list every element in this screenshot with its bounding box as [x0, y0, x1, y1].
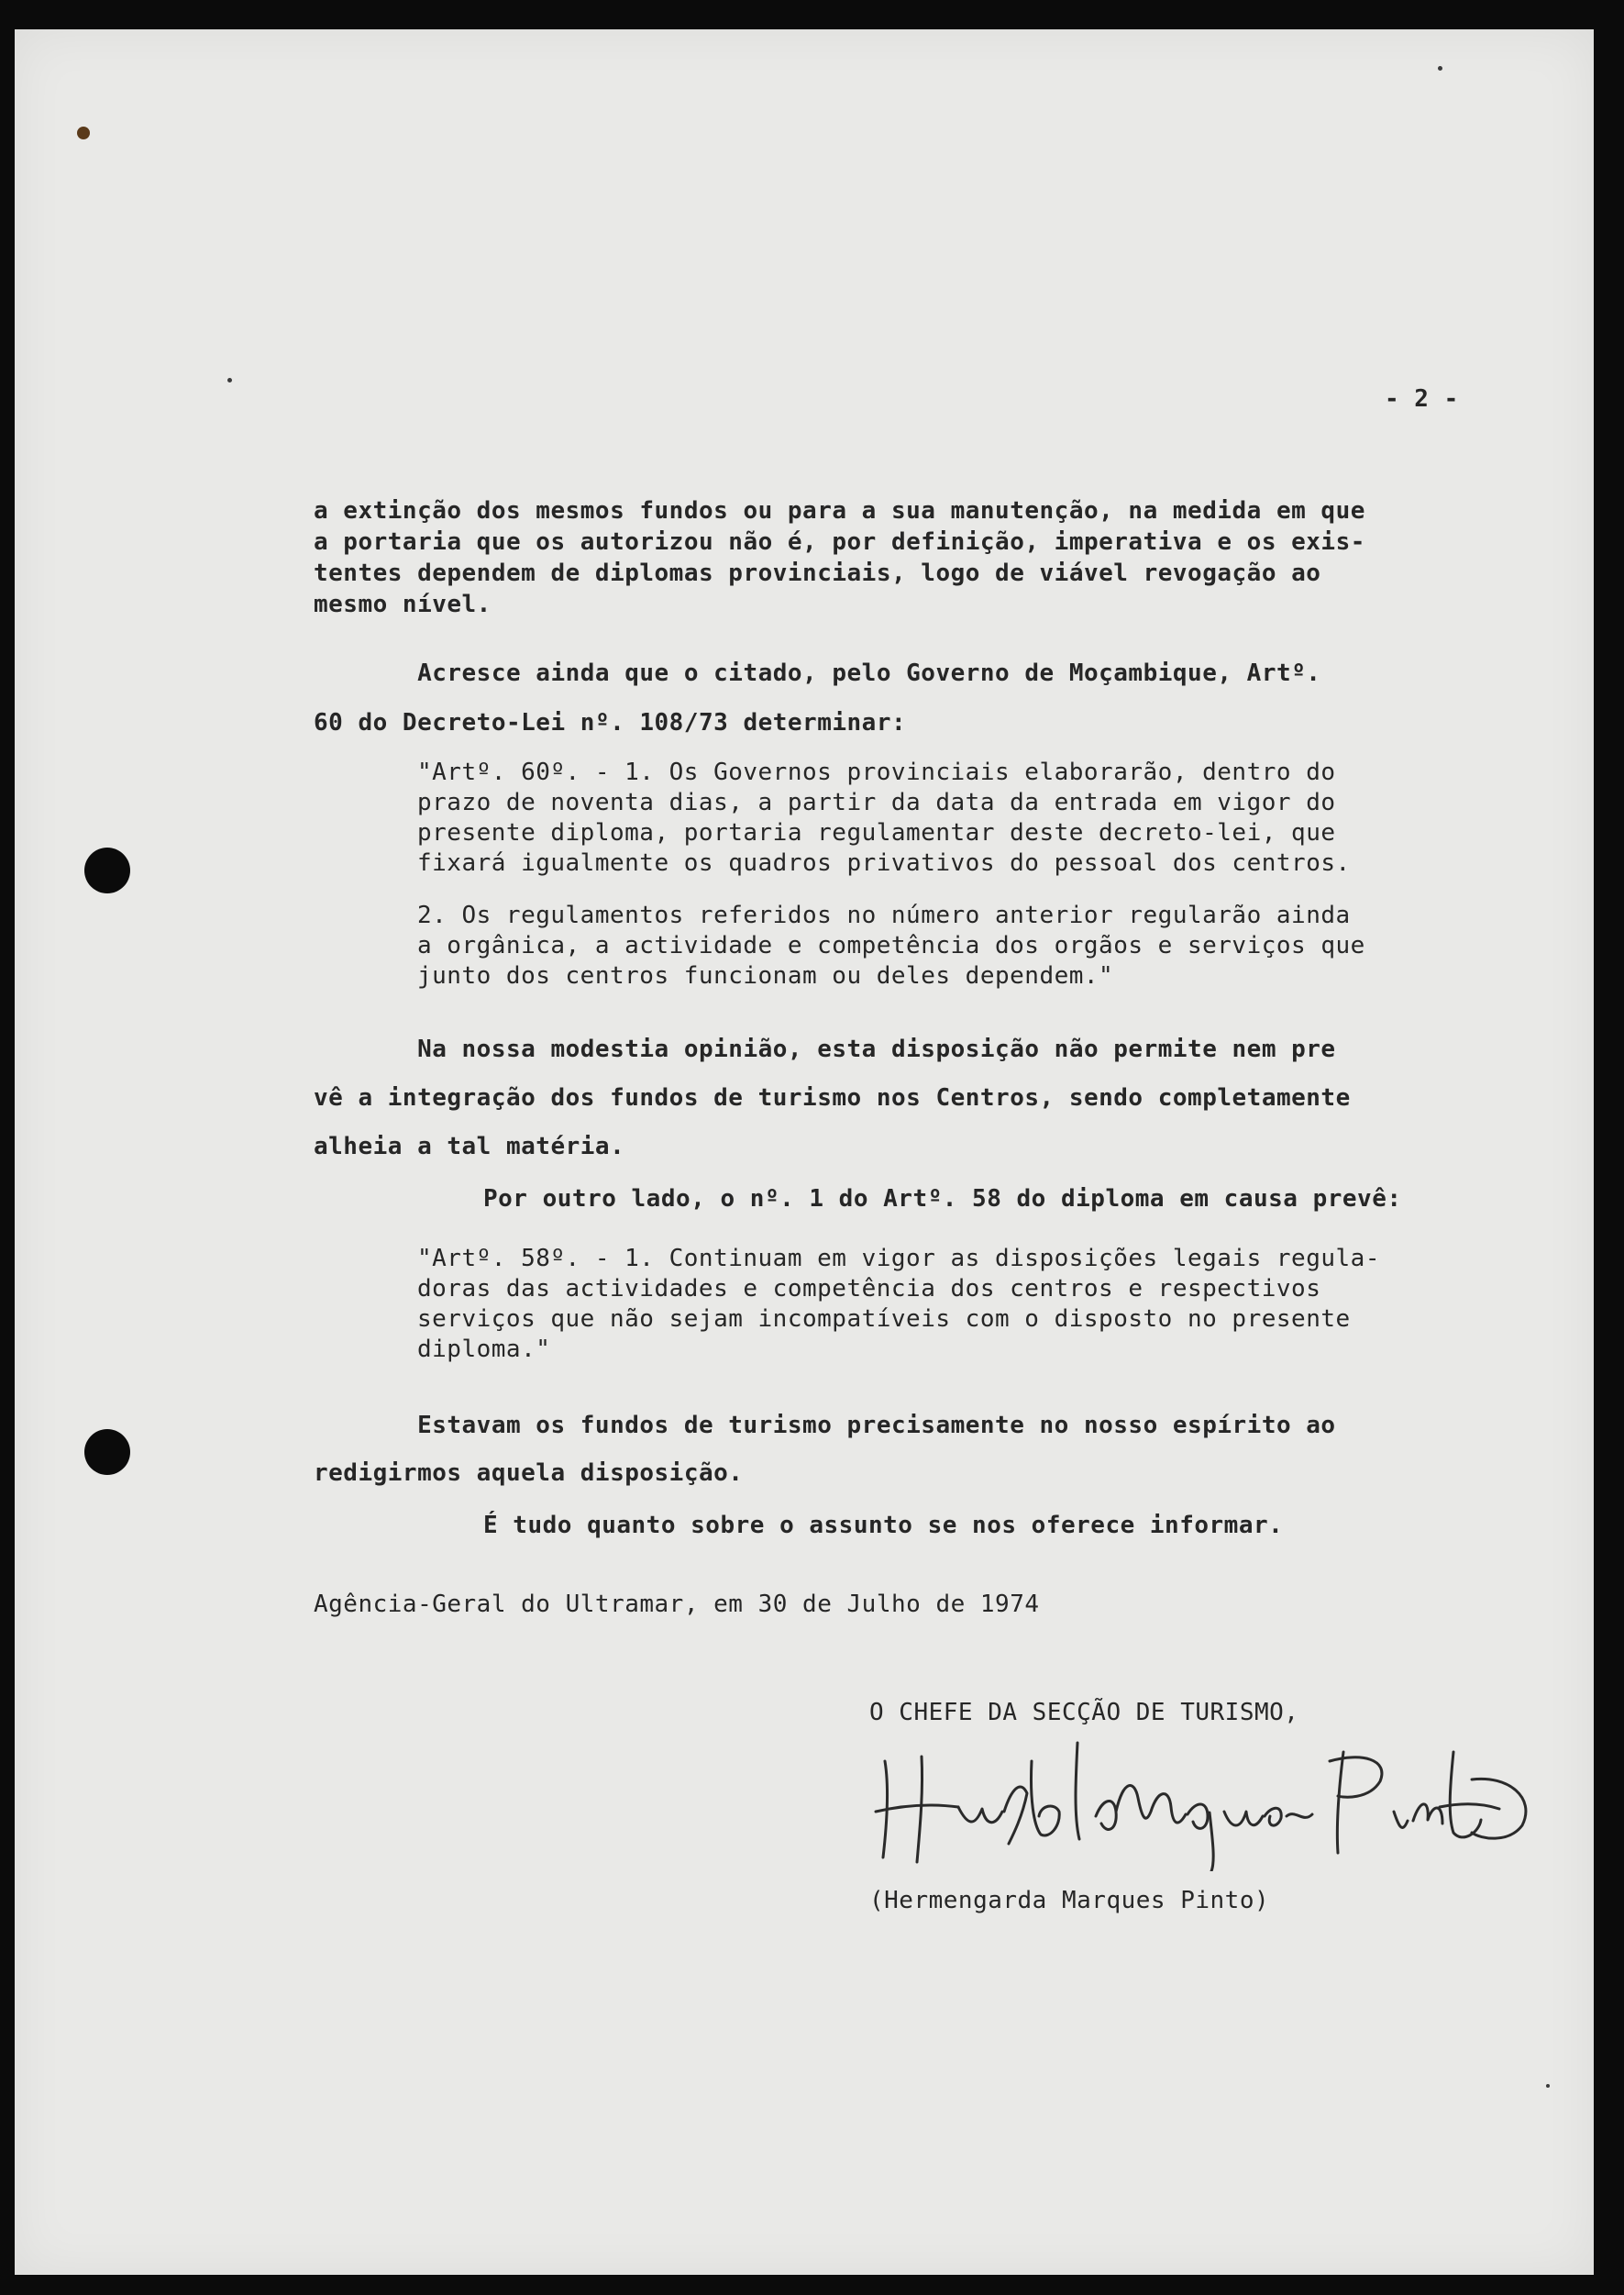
signatory-name: (Hermengarda Marques Pinto)	[869, 1887, 1270, 1914]
date-line: Agência-Geral do Ultramar, em 30 de Julho de 1974	[314, 1591, 1040, 1618]
paragraph-article-58-intro: Por outro lado, o nº. 1 do Artº. 58 do diploma em causa prevê:	[483, 1185, 1402, 1213]
signatory-title: O CHEFE DA SECÇÃO DE TURISMO,	[869, 1699, 1299, 1726]
page-number: - 2 -	[1385, 385, 1459, 413]
quote-article-60-part-2: 2. Os regulamentos referidos no número anterior regularão ainda a orgânica, a actividade e competência dos orgãos e serviços que junto dos centros funcionam ou deles dependem."	[417, 902, 1365, 990]
paragraph-closing: É tudo quanto sobre o assunto se nos oferece informar.	[483, 1512, 1284, 1539]
handwritten-signature	[867, 1724, 1545, 1871]
dust-speck	[1546, 2084, 1550, 2088]
stain-mark	[77, 127, 90, 139]
paragraph-tourism-funds: Estavam os fundos de turismo precisamente no nosso espírito ao redigirmos aquela disposição.	[314, 1412, 1336, 1487]
paragraph-extinction-funds: a extinção dos mesmos fundos ou para a sua manutenção, na medida em que a portaria que os autorizou não é, por definição, imperativa e os exis- tentes dependem de diplomas provinciais, logo de viável revogação ao mesmo nível.	[314, 497, 1365, 618]
paragraph-decree-reference: Acresce ainda que o citado, pelo Governo de Moçambique, Artº. 60 do Decreto-Lei nº. 108/73 determinar:	[314, 660, 1321, 737]
punch-hole-top	[84, 848, 130, 893]
dust-speck	[1438, 66, 1442, 71]
quote-article-58: "Artº. 58º. - 1. Continuam em vigor as disposições legais regula- doras das actividades e competência dos centros e respectivos serviços que não sejam incompatíveis com o disposto no presente diploma."	[417, 1245, 1380, 1363]
paragraph-opinion: Na nossa modestia opinião, esta disposição não permite nem pre vê a integração dos fundos de turismo nos Centros, sendo completamente alheia a tal matéria.	[314, 1036, 1351, 1160]
dust-speck	[227, 378, 232, 382]
punch-hole-bottom	[84, 1429, 130, 1475]
quote-article-60-part-1: "Artº. 60º. - 1. Os Governos provinciais elaborarão, dentro do prazo de noventa dias, a partir da data da entrada em vigor do presente diploma, portaria regulamentar deste decreto-lei, que fixará igualmente os quadros privativos do pessoal dos centros.	[417, 759, 1351, 877]
